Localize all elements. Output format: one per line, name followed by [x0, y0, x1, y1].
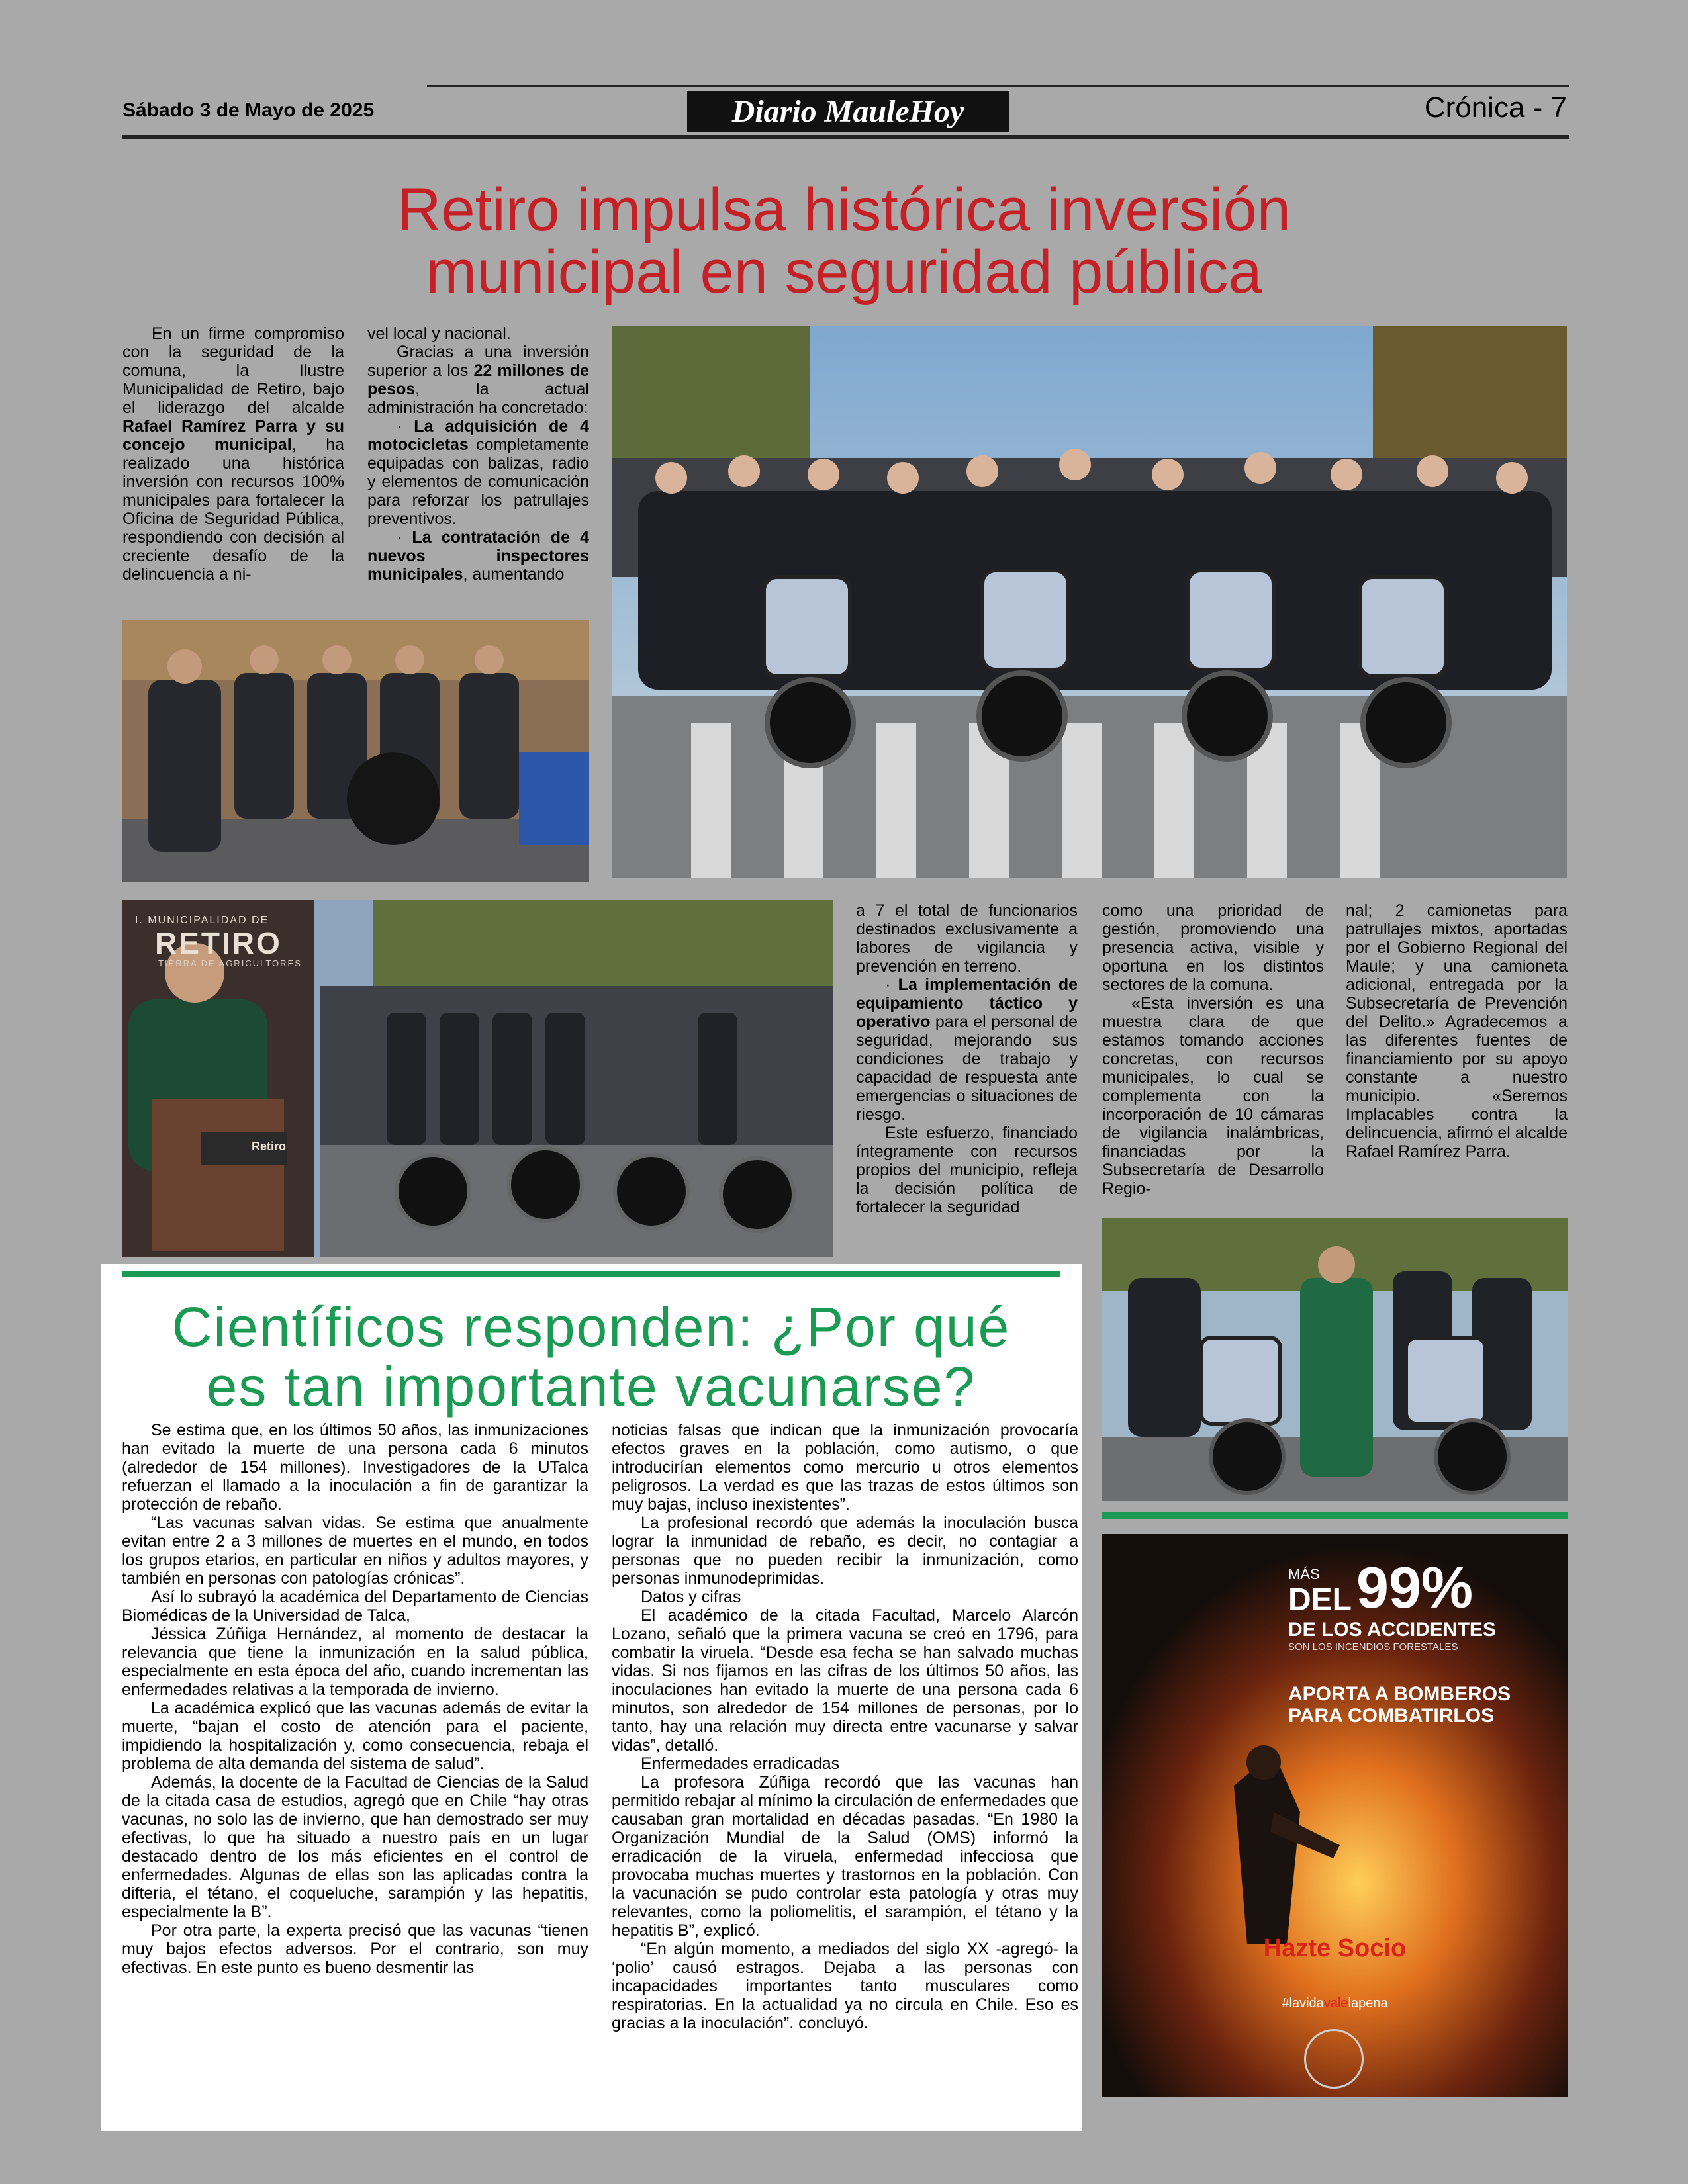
article2-headline [101, 1297, 1082, 1416]
paragraph-text: La académica explicó que las vacunas además de evitar la muerte, “bajan el costo de atención para el paciente, impidiendo la hospitalización y, como consecuencia, rebaja el problema de alta demanda del sistema de salud”. [122, 1699, 588, 1773]
ad-hashtag-a: #lavida [1282, 1996, 1324, 2011]
paragraph [122, 1921, 588, 1977]
paragraph-text: “Las vacunas salvan vidas. Se estima que anualmente evitan entre 2 a 3 millones de muertes en el mundo, en todos los grupos etarios, en particular en niños y adultos mayores, y también en personas con patologías crónicas”. [122, 1514, 588, 1588]
article2-top-rule [122, 1271, 1060, 1277]
paragraph [122, 1773, 588, 1921]
paragraph [367, 417, 589, 528]
paragraph-text: para el personal de seguridad, mejorando sus condiciones de trabajo y capacidad de respuesta ante emergencias o situaciones de riesgo. [856, 1013, 1078, 1124]
article1-headline-line1: Retiro impulsa histórica inversión [397, 176, 1291, 244]
article2-col2 [612, 1421, 1078, 2032]
article1-col5 [1346, 901, 1568, 1161]
paragraph [1102, 901, 1324, 994]
ad-hashtag-c: lapena [1348, 1996, 1388, 2011]
paragraph [612, 1773, 1078, 1940]
paragraph [612, 1588, 1078, 1606]
photo-inspectors-row [122, 620, 589, 882]
paragraph-text: Además, la docente de la Facultad de Ciencias de la Salud de la citada casa de estudios, agregó que en Chile “hay otras vacunas, no solo las de invierno, que han demostrado ser muy efectivas, lo que ha situado a nuestro país en un lugar destacado dentro de los más eficientes en el control de enfermedades. Algunas de ellas son las aplicadas contra la difteria, el tétano, el coqueluche, sarampión y las hepatitis, especialmente la B”. [122, 1773, 588, 1921]
lectern-label: Retiro [252, 1140, 287, 1153]
paragraph-bold: La contratación de 4 nuevos inspectores municipales [367, 528, 589, 584]
paragraph-text: Gracias a una inversión superior a los [367, 343, 589, 380]
paragraph-bold: La implementación de equipamiento táctico y operativo [856, 976, 1078, 1031]
paragraph [367, 324, 589, 343]
article2-col1 [122, 1421, 588, 1977]
paragraph [612, 1606, 1078, 1754]
paragraph-bold: Rafael Ramírez Parra y su concejo municipal [122, 417, 344, 454]
header [0, 0, 1688, 146]
ad-hashtag [1102, 1996, 1568, 2011]
podium-sign-tagline: TIERRA DE AGRICULTORES [158, 958, 302, 968]
paragraph-text: Jéssica Zúñiga Hernández, al momento de destacar la relevancia que tiene la inmunización en la salud pública, especialmente en esta época del año, cuando incrementan las enfermedades relativas a la temporada de invierno. [122, 1625, 588, 1699]
ad-line1: DE LOS ACCIDENTES [1288, 1619, 1496, 1641]
article1-col1 [122, 324, 344, 584]
paragraph-text: · [885, 976, 898, 994]
ad-del: DEL [1288, 1582, 1352, 1617]
paragraph-text: a 7 el total de funcionarios destinados exclusivamente a labores de vigilancia y prevención en terreno. [856, 901, 1078, 976]
paragraph-text: , aumentando [463, 565, 565, 584]
header-bottom-rule [122, 135, 1569, 139]
paragraph [612, 1940, 1078, 2032]
paragraph [122, 1588, 588, 1625]
paragraph-bold: La adquisición de 4 motocicletas [367, 417, 589, 454]
paragraph [122, 324, 344, 584]
paragraph [612, 1754, 1078, 1773]
paragraph [122, 1421, 588, 1514]
paragraph [367, 528, 589, 584]
ad-cta[interactable]: Hazte Socio [1263, 1934, 1407, 1962]
ad-hashtag-b: vale [1323, 1996, 1348, 2011]
article1-col2 [367, 324, 589, 584]
paragraph-text: , la actual administración ha concretado: [367, 380, 589, 417]
paragraph-text: El académico de la citada Facultad, Marcelo Alarcón Lozano, señaló que la primera vacuna se creó en 1796, para combatir la viruela. “Desde esa fecha se han salvado muchas vidas. Si nos fijamos en las cifras de los últimos 50 años, las inoculaciones han evitado la muerte de una persona cada 6 minutos, son alrededor de 154 millones de personas, por lo tanto, hay una relación muy directa entre vacunarse y salvar vidas”, detalló. [612, 1606, 1078, 1754]
masthead [687, 91, 1009, 132]
paragraph-text: Por otra parte, la experta precisó que las vacunas “tienen muy bajos efectos adversos. Por el contrario, son muy efectivas. En este punto es bueno desmentir las [122, 1921, 588, 1977]
photo-mayor-motorcycles [1102, 1218, 1568, 1501]
paragraph [612, 1421, 1078, 1514]
photo-mayor-podium [122, 900, 833, 1257]
paragraph-text: «Esta inversión es una muestra clara de que estamos tomando acciones concretas, con recursos municipales, lo cual se complementa con la incorporación de 10 cámaras de vigilancia inalámbricas, financiadas por la Subsecretaría de Desarrollo Regio- [1102, 994, 1324, 1198]
masthead-title: Diario MauleHoy [731, 94, 964, 129]
paragraph [612, 1514, 1078, 1588]
bomberos-seal-icon [1304, 2029, 1364, 2089]
paragraph-text: La profesora Zúñiga recordó que las vacunas han permitido rebajar al mínimo la circulación de enfermedades que causaban gran mortalidad en décadas pasadas. “En 1980 la Organización Mundial de la Salud (OMS) informó la erradicación de la viruela, enfermedad infecciosa que provocaba muchas muertes y trastornos en la población. Con la vacunación se pudo controlar esta patología y otras muy relevantes, como la poliomelitis, el sarampión, el tétano y la hepatitis B”, explicó. [612, 1773, 1078, 1940]
paragraph-text: noticias falsas que indican que la inmunización provocaría efectos graves en la población, como autismo, o que introducirían elementos como mercurio u otros elementos peligrosos. La verdad es que las trazas de estos últimos son muy bajas, incluso inexistentes”. [612, 1421, 1078, 1514]
paragraph [856, 1124, 1078, 1216]
paragraph-text: completamente equipadas con balizas, radio y elementos de comunicación para reforzar los patrullajes preventivos. [367, 435, 589, 528]
paragraph [367, 343, 589, 417]
paragraph-text: Enfermedades erradicadas [641, 1754, 840, 1773]
ad-prefix: MÁS [1288, 1566, 1320, 1582]
article2-headline-line2: es tan importante vacunarse? [206, 1355, 976, 1418]
paragraph [1102, 994, 1324, 1198]
article2-headline-line1: Científicos responden: ¿Por qué [171, 1296, 1011, 1358]
paragraph-text: Se estima que, en los últimos 50 años, las inmunizaciones han evitado la muerte de una persona cada 6 minutos (alrededor de 154 millones). Investigadores de la UTalca refuerzan el llamado a la inoculación a fin de garantizar la protección de rebaño. [122, 1421, 588, 1514]
paragraph [122, 1625, 588, 1699]
article1-headline [119, 176, 1569, 306]
paragraph-text: “En algún momento, a mediados del siglo XX -agregó- la ‘polio’ causó estragos. Dejaba a las personas con incapacidades importantes tanto musculares como respiratorias. En la actualidad ya no circula en Chile. Eso es gracias a la inoculación”. concluyó. [612, 1940, 1078, 2032]
article1-col4 [1102, 901, 1324, 1198]
paragraph [1346, 901, 1568, 1161]
paragraph-text: como una prioridad de gestión, promoviendo una presencia activa, visible y oportuna en los distintos sectores de la comuna. [1102, 901, 1324, 994]
paragraph-text: · [397, 528, 412, 547]
paragraph-text: · [397, 417, 414, 435]
header-top-rule [427, 85, 1569, 87]
paragraph-text: , ha realizado una histórica inversión con recursos 100% municipales para fortalecer la Oficina de Seguridad Pública, respondiendo con decisión al creciente desafío de la delincuencia a ni- [122, 435, 344, 584]
paragraph [856, 976, 1078, 1124]
paragraph [122, 1514, 588, 1588]
podium-sign-text: I. MUNICIPALIDAD DE [135, 915, 269, 926]
article2-box [101, 1264, 1082, 2131]
ad-line2: SON LOS INCENDIOS FORESTALES [1288, 1641, 1458, 1653]
paragraph-text: vel local y nacional. [367, 324, 511, 343]
paragraph [122, 1699, 588, 1773]
paragraph-text: Así lo subrayó la académica del Departamento de Ciencias Biomédicas de la Universidad de Talca, [122, 1588, 588, 1625]
photo-group-motorcycles [612, 326, 1567, 878]
article1-col3 [856, 901, 1078, 1216]
header-date: Sábado 3 de Mayo de 2025 [122, 99, 375, 121]
paragraph-text: Este esfuerzo, financiado íntegramente con recursos propios del municipio, refleja la decisión política de fortalecer la seguridad [856, 1124, 1078, 1216]
paragraph-bold: 22 millones de pesos [367, 361, 589, 398]
ad-percent: 99% [1356, 1555, 1474, 1620]
paragraph-text: nal; 2 camionetas para patrullajes mixtos, aportadas por el Gobierno Regional del Maule; y una camioneta adicional, entregada por la Subsecretaría de Prevención del Delito.» Agradecemos a las diferentes fuentes de financiamiento por su apoyo constante a nuestro municipio. «Seremos Implacables contra la delincuencia, afirmó el alcalde Rafael Ramírez Parra. [1346, 901, 1568, 1161]
podium-sign-name: RETIRO [155, 926, 282, 960]
paragraph-text: La profesional recordó que además la inoculación busca lograr la inmunidad de rebaño, es decir, no contagiar a personas que no pueden recibir la inmunización, como personas inmunodeprimidas. [612, 1514, 1078, 1588]
paragraph-text: Datos y cifras [641, 1588, 741, 1606]
paragraph [856, 901, 1078, 976]
ad-call1: APORTA A BOMBEROS [1288, 1683, 1511, 1705]
ad-top-rule [1102, 1512, 1568, 1519]
ad-bomberos[interactable] [1102, 1534, 1568, 2097]
ad-call2: PARA COMBATIRLOS [1288, 1705, 1495, 1727]
article1-headline-line2: municipal en seguridad pública [426, 238, 1262, 306]
section-label: Crónica - 7 [1424, 91, 1567, 124]
paragraph-text: En un firme compromiso con la seguridad de la comuna, la Ilustre Municipalidad de Retiro, bajo el liderazgo del alcalde [122, 324, 344, 417]
